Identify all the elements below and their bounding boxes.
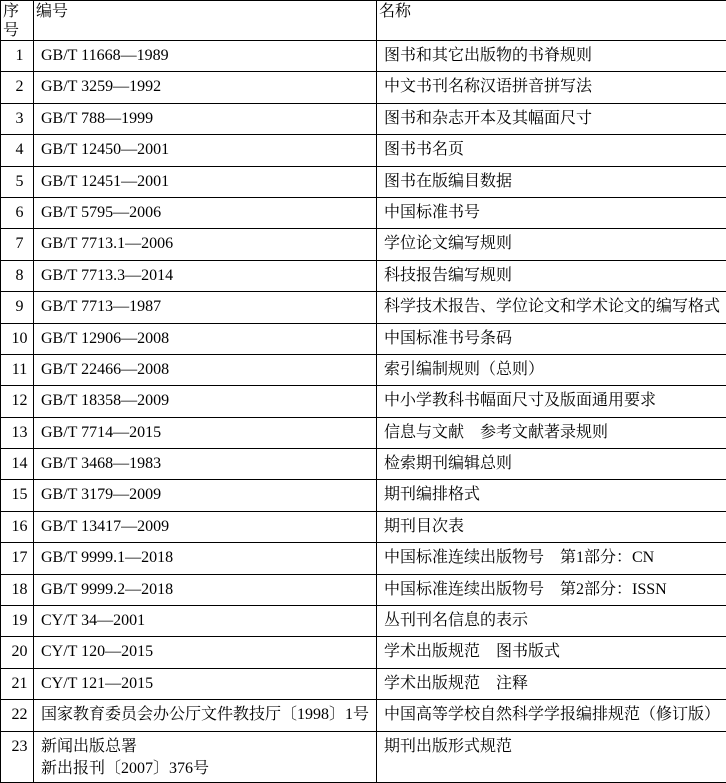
header-row <box>1 1 726 41</box>
cell-serial-number: 4 <box>1 135 34 166</box>
cell-standard-code <box>34 166 377 197</box>
cell-standard-name: 中国高等学校自然科学学报编排规范（修订版） <box>377 700 726 731</box>
code-line: CY/T 121—2015 <box>41 673 374 695</box>
cell-standard-name: 中国标准连续出版物号 第1部分：CN <box>377 543 726 574</box>
cell-standard-name: 期刊出版形式规范 <box>377 731 726 782</box>
table-row <box>1 229 726 260</box>
cell-standard-code <box>34 731 377 782</box>
table-row <box>1 386 726 417</box>
cell-standard-name: 学位论文编写规则 <box>377 229 726 260</box>
code-line: GB/T 11668—1989 <box>41 45 374 67</box>
table-row <box>1 41 726 72</box>
cell-standard-name: 中国标准连续出版物号 第2部分：ISSN <box>377 574 726 605</box>
cell-standard-code <box>34 480 377 511</box>
code-line: GB/T 7714—2015 <box>41 422 374 444</box>
cell-standard-name: 检索期刊编辑总则 <box>377 449 726 480</box>
code-line: 新出报刊〔2007〕376号 <box>41 758 374 780</box>
cell-standard-code <box>34 637 377 668</box>
cell-serial-number: 2 <box>1 72 34 103</box>
cell-standard-code <box>34 606 377 637</box>
cell-standard-code <box>34 41 377 72</box>
cell-standard-code <box>34 511 377 542</box>
code-line: GB/T 12450—2001 <box>41 139 374 161</box>
table-row <box>1 103 726 134</box>
code-line: GB/T 9999.1—2018 <box>41 547 374 569</box>
table-row <box>1 197 726 228</box>
cell-standard-code <box>34 292 377 323</box>
table-row <box>1 543 726 574</box>
cell-standard-code <box>34 197 377 228</box>
code-line: CY/T 34—2001 <box>41 610 374 632</box>
cell-standard-code <box>34 417 377 448</box>
code-line: GB/T 22466—2008 <box>41 359 374 381</box>
table-row <box>1 72 726 103</box>
cell-standard-code <box>34 449 377 480</box>
table-header <box>1 1 726 41</box>
cell-standard-name: 中国标准书号 <box>377 197 726 228</box>
cell-standard-name: 科学技术报告、学位论文和学术论文的编写格式 <box>377 292 726 323</box>
table-row <box>1 668 726 699</box>
table-row <box>1 260 726 291</box>
cell-standard-code <box>34 229 377 260</box>
cell-standard-name: 中国标准书号条码 <box>377 323 726 354</box>
cell-standard-name: 中文书刊名称汉语拼音拼写法 <box>377 72 726 103</box>
code-line: GB/T 12906—2008 <box>41 328 374 350</box>
cell-standard-code <box>34 260 377 291</box>
cell-serial-number: 20 <box>1 637 34 668</box>
cell-standard-name: 图书和其它出版物的书脊规则 <box>377 41 726 72</box>
cell-serial-number: 10 <box>1 323 34 354</box>
table-row <box>1 480 726 511</box>
cell-serial-number: 18 <box>1 574 34 605</box>
table-row <box>1 354 726 385</box>
cell-serial-number: 7 <box>1 229 34 260</box>
cell-standard-name: 信息与文献 参考文献著录规则 <box>377 417 726 448</box>
code-line: GB/T 3468—1983 <box>41 453 374 475</box>
cell-serial-number: 19 <box>1 606 34 637</box>
code-line: GB/T 5795—2006 <box>41 202 374 224</box>
cell-standard-code <box>34 700 377 731</box>
cell-standard-code <box>34 543 377 574</box>
table-row <box>1 606 726 637</box>
table-row <box>1 135 726 166</box>
cell-serial-number: 16 <box>1 511 34 542</box>
cell-serial-number: 22 <box>1 700 34 731</box>
column-header-name: 名称 <box>377 1 726 41</box>
cell-standard-code <box>34 386 377 417</box>
cell-standard-name: 学术出版规范 注释 <box>377 668 726 699</box>
cell-standard-name: 图书和杂志开本及其幅面尺寸 <box>377 103 726 134</box>
cell-serial-number: 23 <box>1 731 34 782</box>
table-body <box>1 41 726 783</box>
cell-serial-number: 12 <box>1 386 34 417</box>
cell-standard-code <box>34 72 377 103</box>
cell-serial-number: 8 <box>1 260 34 291</box>
table-row <box>1 292 726 323</box>
cell-serial-number: 3 <box>1 103 34 134</box>
cell-standard-name: 学术出版规范 图书版式 <box>377 637 726 668</box>
cell-standard-code <box>34 574 377 605</box>
code-line: GB/T 7713.3—2014 <box>41 265 374 287</box>
cell-standard-code <box>34 354 377 385</box>
table-row <box>1 511 726 542</box>
cell-serial-number: 11 <box>1 354 34 385</box>
cell-standard-code <box>34 323 377 354</box>
code-line: 新闻出版总署 <box>41 736 374 758</box>
code-line: GB/T 13417—2009 <box>41 516 374 538</box>
table-row <box>1 166 726 197</box>
code-line: GB/T 9999.2—2018 <box>41 579 374 601</box>
cell-serial-number: 14 <box>1 449 34 480</box>
cell-serial-number: 9 <box>1 292 34 323</box>
table-row <box>1 700 726 731</box>
code-line: 国家教育委员会办公厅文件教技厅〔1998〕1号 <box>41 704 374 726</box>
code-line: GB/T 18358—2009 <box>41 390 374 412</box>
cell-standard-name: 索引编制规则（总则） <box>377 354 726 385</box>
table-row <box>1 637 726 668</box>
table-row <box>1 449 726 480</box>
code-line: GB/T 3259—1992 <box>41 76 374 98</box>
cell-standard-code <box>34 668 377 699</box>
cell-serial-number: 17 <box>1 543 34 574</box>
code-line: GB/T 3179—2009 <box>41 484 374 506</box>
cell-serial-number: 15 <box>1 480 34 511</box>
code-line: GB/T 788—1999 <box>41 108 374 130</box>
cell-standard-name: 中小学教科书幅面尺寸及版面通用要求 <box>377 386 726 417</box>
code-line: GB/T 12451—2001 <box>41 171 374 193</box>
cell-standard-code <box>34 103 377 134</box>
cell-standard-name: 期刊目次表 <box>377 511 726 542</box>
code-line: CY/T 120—2015 <box>41 641 374 663</box>
table-row <box>1 731 726 782</box>
cell-standard-name: 科技报告编写规则 <box>377 260 726 291</box>
code-line: GB/T 7713—1987 <box>41 296 374 318</box>
cell-standard-code <box>34 135 377 166</box>
cell-serial-number: 1 <box>1 41 34 72</box>
cell-serial-number: 5 <box>1 166 34 197</box>
table-row <box>1 574 726 605</box>
table-row <box>1 323 726 354</box>
cell-standard-name: 图书在版编目数据 <box>377 166 726 197</box>
cell-serial-number: 13 <box>1 417 34 448</box>
column-header-serial: 序号 <box>1 1 34 41</box>
column-header-code: 编号 <box>34 1 377 41</box>
cell-standard-name: 丛刊刊名信息的表示 <box>377 606 726 637</box>
cell-standard-name: 图书书名页 <box>377 135 726 166</box>
table-row <box>1 417 726 448</box>
code-line: GB/T 7713.1—2006 <box>41 233 374 255</box>
cell-serial-number: 6 <box>1 197 34 228</box>
cell-serial-number: 21 <box>1 668 34 699</box>
cell-standard-name: 期刊编排格式 <box>377 480 726 511</box>
